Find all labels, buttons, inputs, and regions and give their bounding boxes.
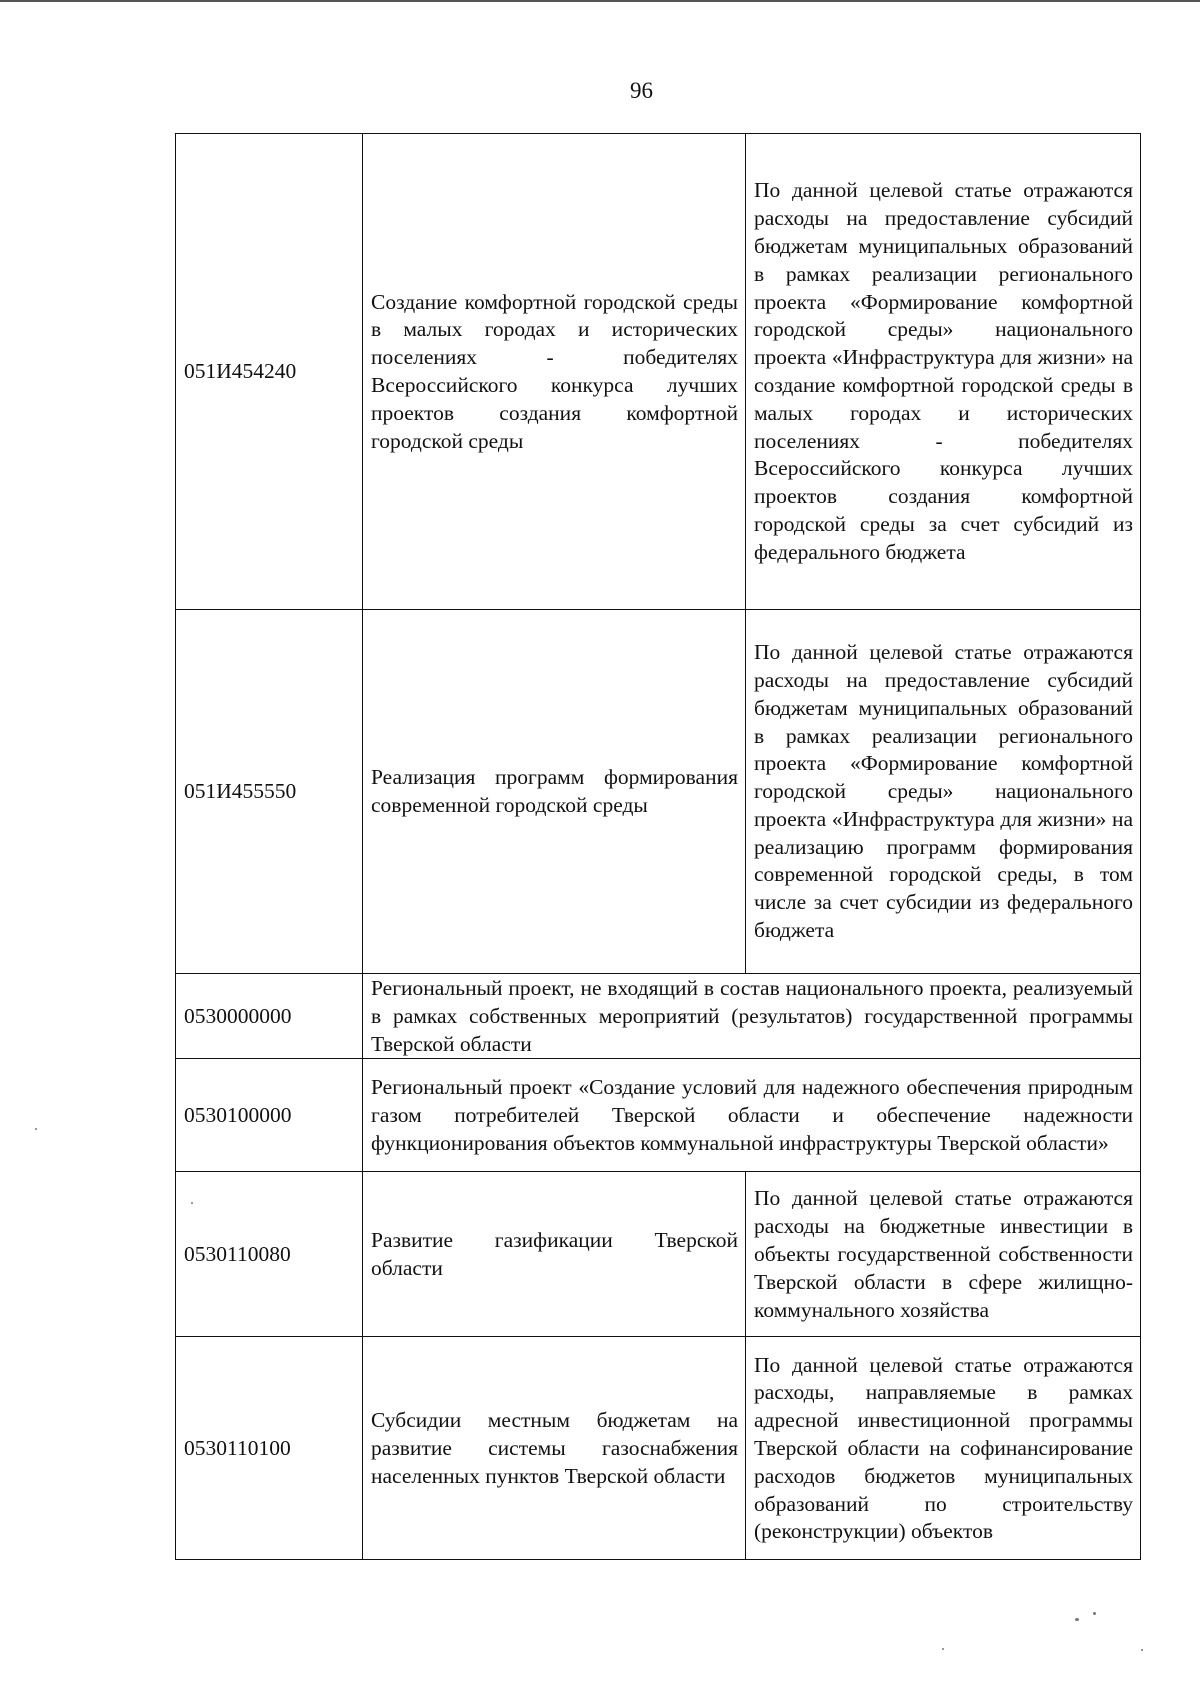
table-row: [176, 610, 1141, 974]
scan-speck: [35, 1128, 37, 1130]
target-article-description: По данной целевой статье отражаются расходы, направляемые в рамках адресной инвестиционной программы Тверской области на софинансирование расходов бюджетов муниципальных образований по строительству (реконструкции) объектов: [746, 1337, 1141, 1560]
target-article-code: 051И454240: [176, 134, 363, 610]
target-article-text: Региональный проект, не входящий в состав национального проекта, реализуемый в рамках собственных мероприятий (результатов) государственной программы Тверской области: [363, 974, 1141, 1059]
table-row: [176, 1172, 1141, 1337]
table-row: [176, 1059, 1141, 1172]
scan-speck: [191, 1202, 193, 1204]
target-article-description: По данной целевой статье отражаются расходы на предоставление субсидий бюджетам муниципальных образований в рамках реализации регионального проекта «Формирование комфортной городской среды» национального проекта «Инфраструктура для жизни» на создание комфортной городской среды в малых городах и исторических поселениях - победителях Всероссийского конкурса лучших проектов создания комфортной городской среды за счет субсидий из федерального бюджета: [746, 134, 1141, 610]
target-article-code: 0530100000: [176, 1059, 363, 1172]
target-article-name: Развитие газификации Тверской области: [363, 1172, 746, 1337]
budget-classification-table: [175, 133, 1141, 1560]
target-article-code: 0530110100: [176, 1337, 363, 1560]
table-row: [176, 1337, 1141, 1560]
scan-speck: [1141, 1649, 1143, 1651]
scan-top-edge: [0, 0, 1200, 2]
target-article-code: 0530110080: [176, 1172, 363, 1337]
target-article-name: Реализация программ формирования современной городской среды: [363, 610, 746, 974]
page-number: 96: [630, 78, 653, 103]
target-article-name: Субсидии местным бюджетам на развитие системы газоснабжения населенных пунктов Тверской области: [363, 1337, 746, 1560]
scan-speck: [1093, 1612, 1096, 1615]
target-article-description: По данной целевой статье отражаются расходы на бюджетные инвестиции в объекты государственной собственности Тверской области в сфере жилищно-коммунального хозяйства: [746, 1172, 1141, 1337]
target-article-description: По данной целевой статье отражаются расходы на предоставление субсидий бюджетам муниципальных образований в рамках реализации регионального проекта «Формирование комфортной городской среды» национального проекта «Инфраструктура для жизни» на реализацию программ формирования современной городской среды, в том числе за счет субсидии из федерального бюджета: [746, 610, 1141, 974]
target-article-code: 0530000000: [176, 974, 363, 1059]
target-article-text: Региональный проект «Создание условий для надежного обеспечения природным газом потребителей Тверской области и обеспечение надежности функционирования объектов коммунальной инфраструктуры Тверской области»: [363, 1059, 1141, 1172]
target-article-code: 051И455550: [176, 610, 363, 974]
scan-speck: [1075, 1618, 1079, 1621]
table-row: [176, 134, 1141, 610]
target-article-name: Создание комфортной городской среды в малых городах и исторических поселениях - победителях Всероссийского конкурса лучших проектов создания комфортной городской среды: [363, 134, 746, 610]
table-row: [176, 974, 1141, 1059]
scan-speck: [942, 1648, 944, 1650]
